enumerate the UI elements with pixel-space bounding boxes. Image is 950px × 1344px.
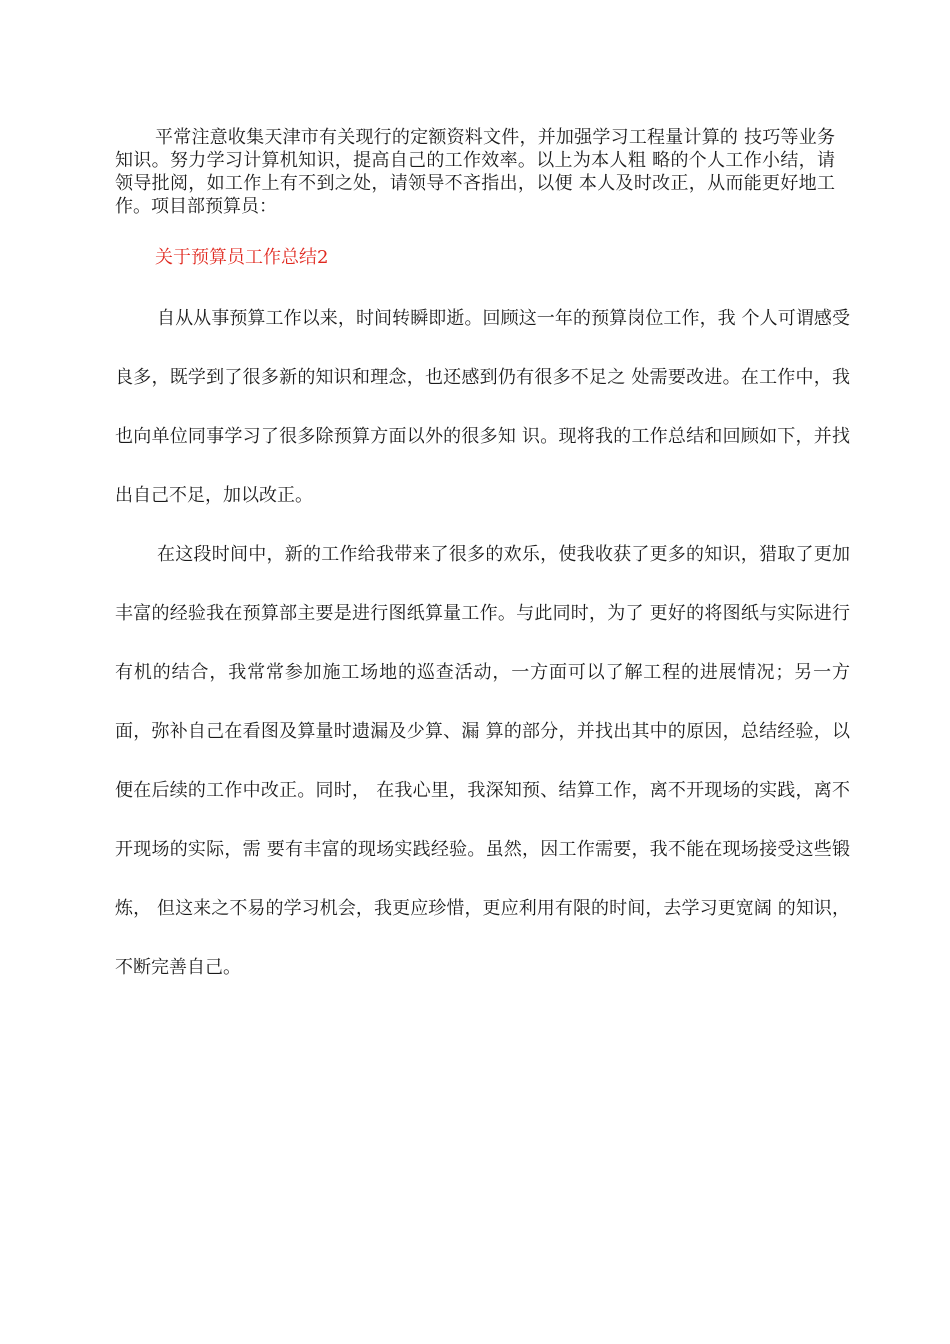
intro-paragraph: 平常注意收集天津市有关现行的定额资料文件，并加强学习工程量计算的 技巧等业务知识。努力学习计算机知识，提高自己的工作效率。以上为本人粗 略的个人工作小结，请领导批阅，如工作上有不到之处，请领导不吝指出，以便 本人及时改正，从而能更好地工作。项目部预算员： (115, 127, 835, 217)
body-paragraph-1: 自从从事预算工作以来，时间转瞬即逝。回顾这一年的预算岗位工作，我 个人可谓感受良多，既学到了很多新的知识和理念，也还感到仍有很多不足之 处需要改进。在工作中，我也向单位同事学习了很多除预算方面以外的很多知 识。现将我的工作总结和回顾如下，并找出自己不足，加以改正。 (115, 308, 850, 506)
section-heading: 关于预算员工作总结2 (155, 247, 329, 268)
body-paragraph-2: 在这段时间中，新的工作给我带来了很多的欢乐，使我收获了更多的知识，猎取了更加丰富的经验我在预算部主要是进行图纸算量工作。与此同时，为了 更好的将图纸与实际进行有机的结合，我常常参加施工场地的巡查活动，一方面可以了解工程的进展情况；另一方面，弥补自己在看图及算量时遗漏及少算、漏 算的部分，并找出其中的原因，总结经验，以便在后续的工作中改正。同时， 在我心里，我深知预、结算工作，离不开现场的实践，离不开现场的实际，需 要有丰富的现场实践经验。虽然，因工作需要，我不能在现场接受这些锻炼， 但这来之不易的学习机会，我更应珍惜，更应利用有限的时间，去学习更宽阔 的知识，不断完善自己。 (115, 544, 850, 978)
